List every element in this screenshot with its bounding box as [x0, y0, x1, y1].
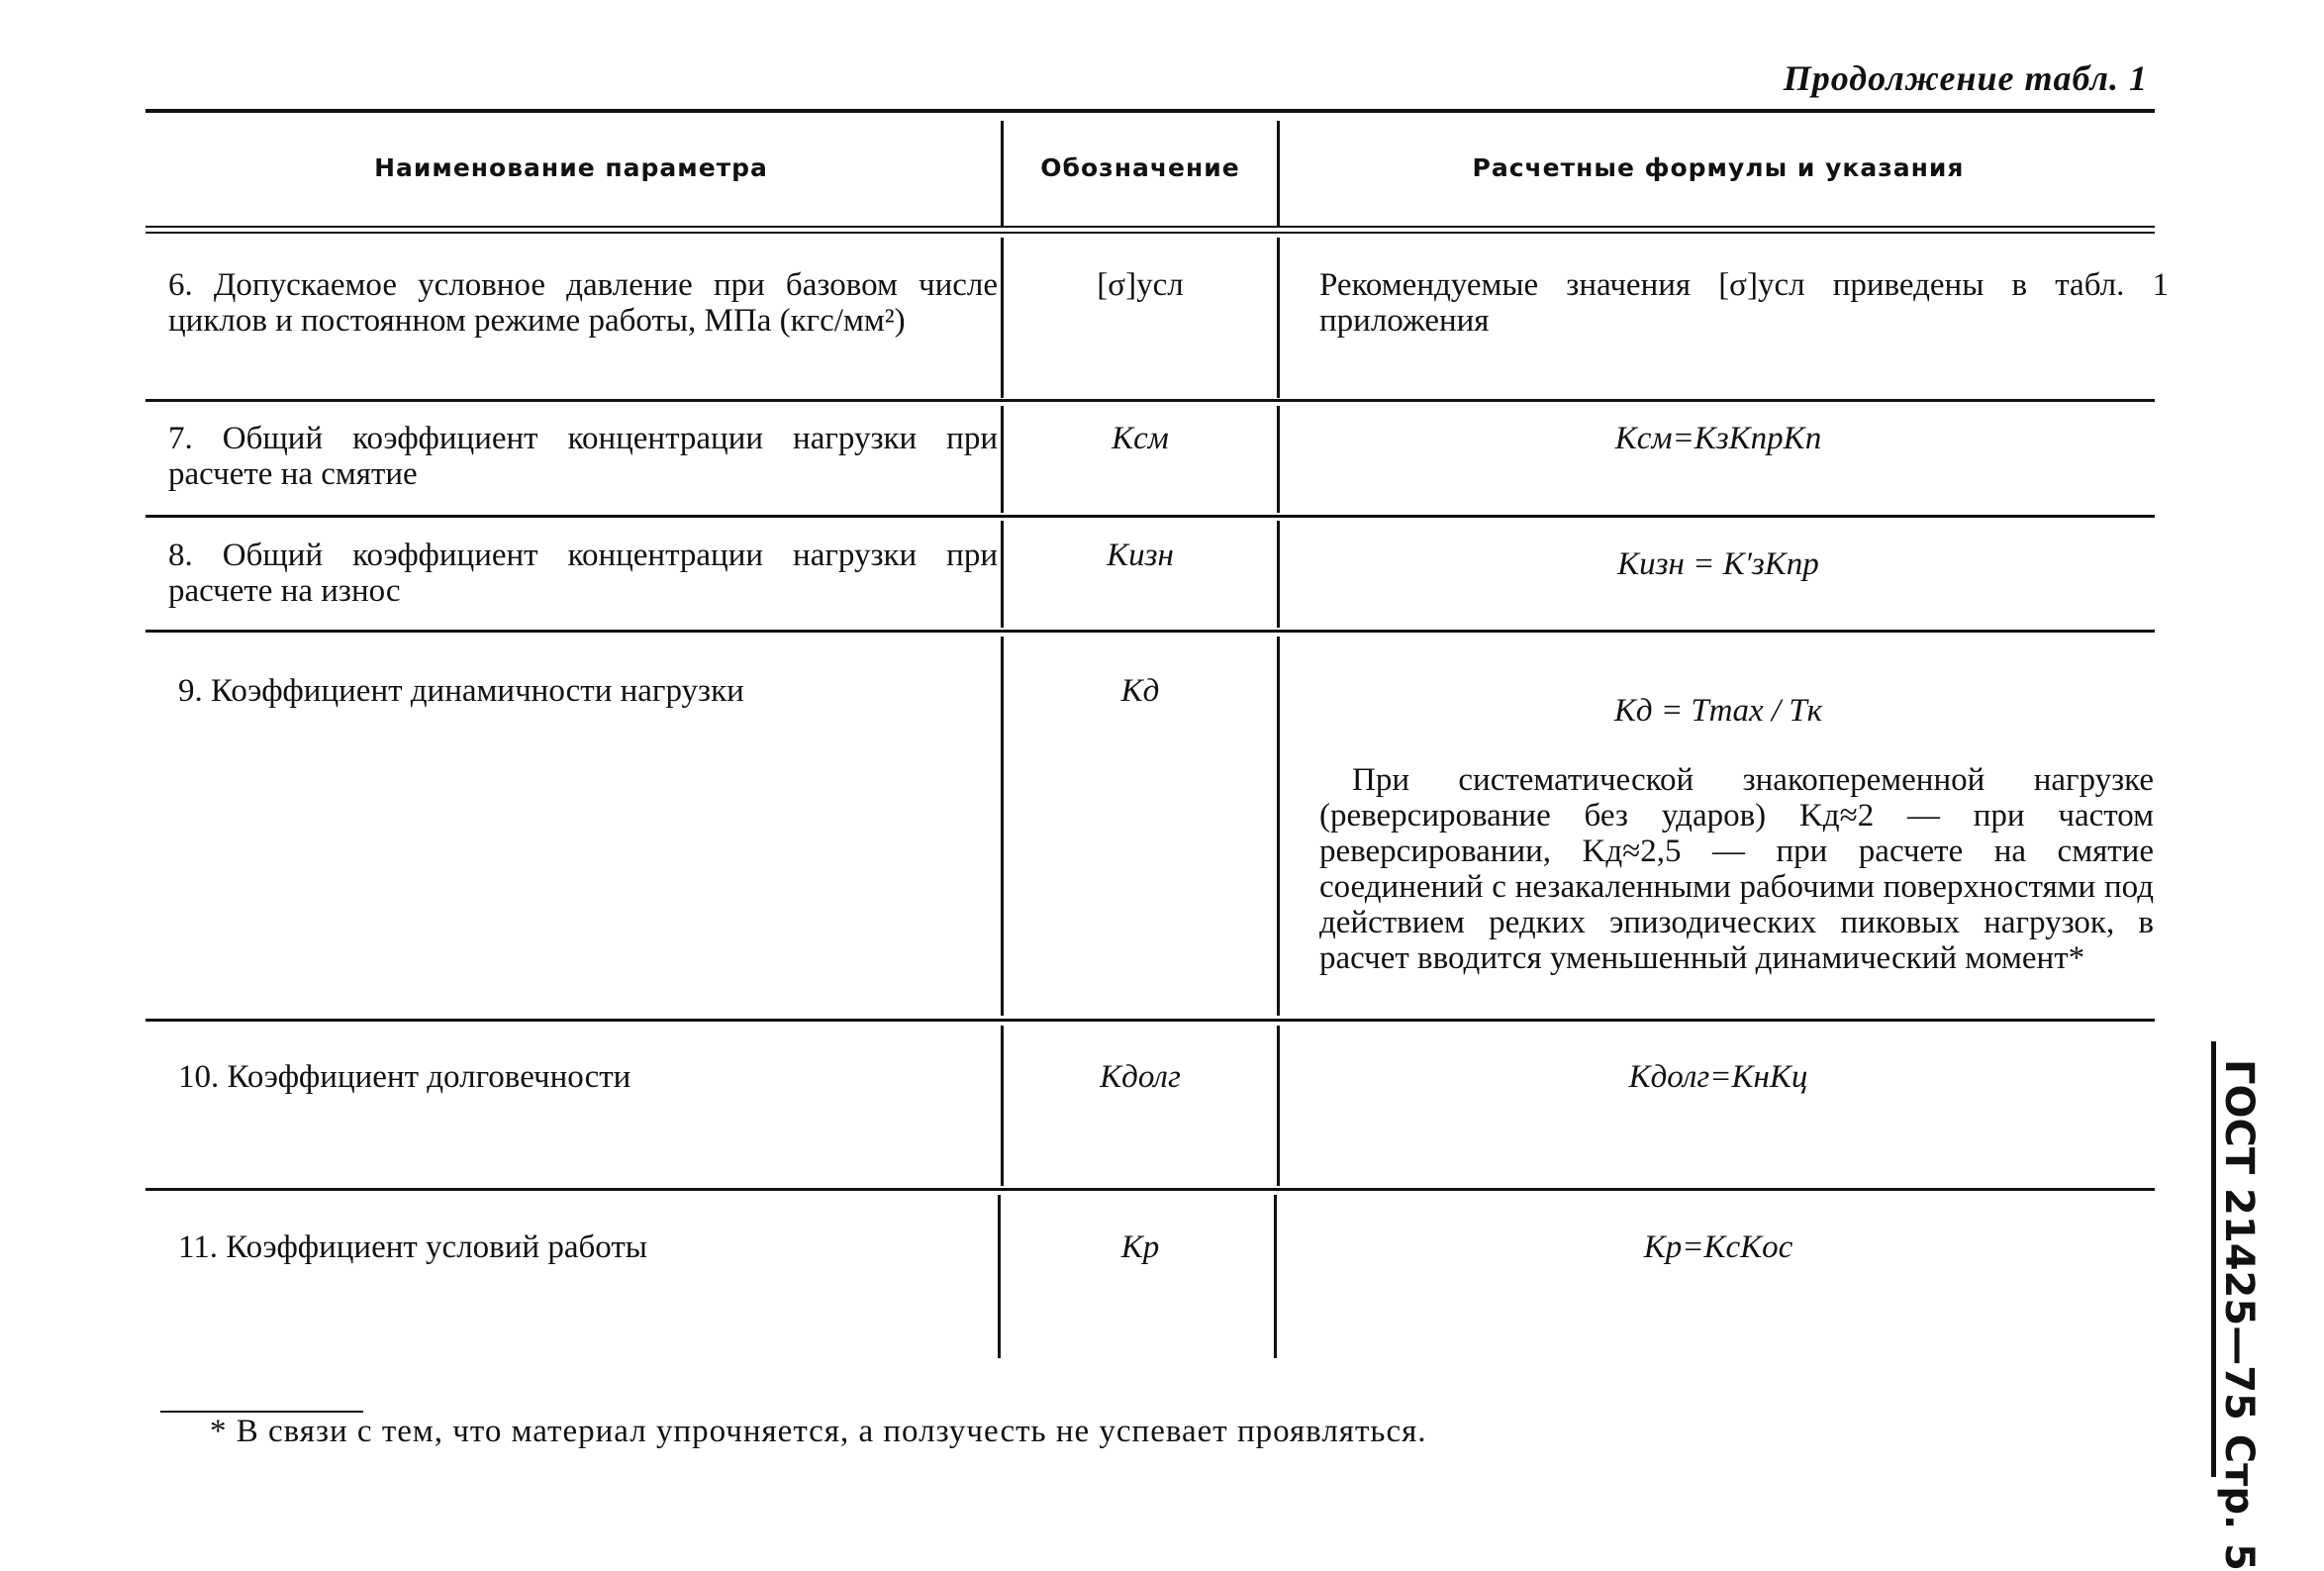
column-divider — [1274, 1195, 1277, 1358]
row-divider — [145, 630, 2155, 633]
row-7-symbol: Kсм — [1112, 421, 1169, 456]
top-rule — [145, 109, 2155, 113]
column-divider — [1277, 1026, 1280, 1186]
row-8-formula: Kизн = K′зKпр — [1617, 546, 1819, 582]
row-divider — [145, 1019, 2155, 1022]
row-9-formula: Kд = Tmax / Tк — [1613, 693, 1823, 729]
header-rule-1 — [145, 226, 2155, 228]
row-6-name: 6. Допускаемое условное давление при базовом числе циклов и постоянном режиме работы, МПа (кгс/мм²) — [168, 267, 998, 339]
column-divider — [1277, 406, 1280, 513]
column-divider — [998, 1195, 1001, 1358]
row-10-name: 10. Коэффициент долговечности — [178, 1059, 631, 1095]
row-11-formula: Kр=KсKос — [1643, 1229, 1793, 1265]
column-divider — [1277, 121, 1280, 226]
header-formula: Расчетные формулы и указания — [1472, 153, 1965, 182]
row-6-formula: Рекомендуемые значения [σ]усл приведены в табл. 1 приложения — [1319, 267, 2169, 339]
footnote: * В связи с тем, что материал упрочняется, а ползучесть не успевает проявляться. — [210, 1414, 1427, 1449]
column-divider — [1277, 238, 1280, 398]
column-divider — [1001, 121, 1004, 226]
row-6-symbol: [σ]усл — [1097, 267, 1184, 303]
footnote-rule — [160, 1411, 363, 1413]
row-8-symbol: Kизн — [1107, 538, 1174, 573]
row-8-name: 8. Общий коэффициент концентрации нагрузки при расчете на износ — [168, 538, 998, 609]
header-name: Наименование параметра — [374, 153, 768, 182]
row-9-note: При систематической знакопеременной нагрузке (реверсирование без ударов) Kд≈2 — при частом реверсировании, Kд≈2,5 — при расчете на смятие соединений с незакаленными рабочими поверхностями под действием редких эпизодических пиковых нагрузок, в расчет вводится уменьшенный динамический момент* — [1319, 762, 2154, 976]
row-11-name: 11. Коэффициент условий работы — [178, 1229, 647, 1265]
header-rule-2 — [145, 232, 2155, 234]
row-9-name: 9. Коэффициент динамичности нагрузки — [178, 673, 744, 709]
row-7-name: 7. Общий коэффициент концентрации нагрузки при расчете на смятие — [168, 421, 998, 492]
column-divider — [1277, 521, 1280, 628]
table-caption: Продолжение табл. 1 — [1783, 58, 2148, 98]
side-label: ГОСТ 21425—75 Стр. 5 — [2216, 1059, 2262, 1571]
row-divider — [145, 399, 2155, 402]
row-9-symbol: Kд — [1120, 673, 1160, 709]
row-10-symbol: Kдолг — [1100, 1059, 1181, 1095]
row-11-symbol: Kр — [1120, 1229, 1160, 1265]
column-divider — [1001, 1026, 1004, 1186]
row-divider — [145, 515, 2155, 518]
row-7-formula: Kсм=KзKпрKп — [1614, 421, 1822, 456]
row-divider — [145, 1188, 2155, 1191]
row-10-formula: Kдолг=KнKц — [1628, 1059, 1808, 1095]
column-divider — [1277, 637, 1280, 1016]
header-symbol: Обозначение — [1040, 153, 1240, 182]
